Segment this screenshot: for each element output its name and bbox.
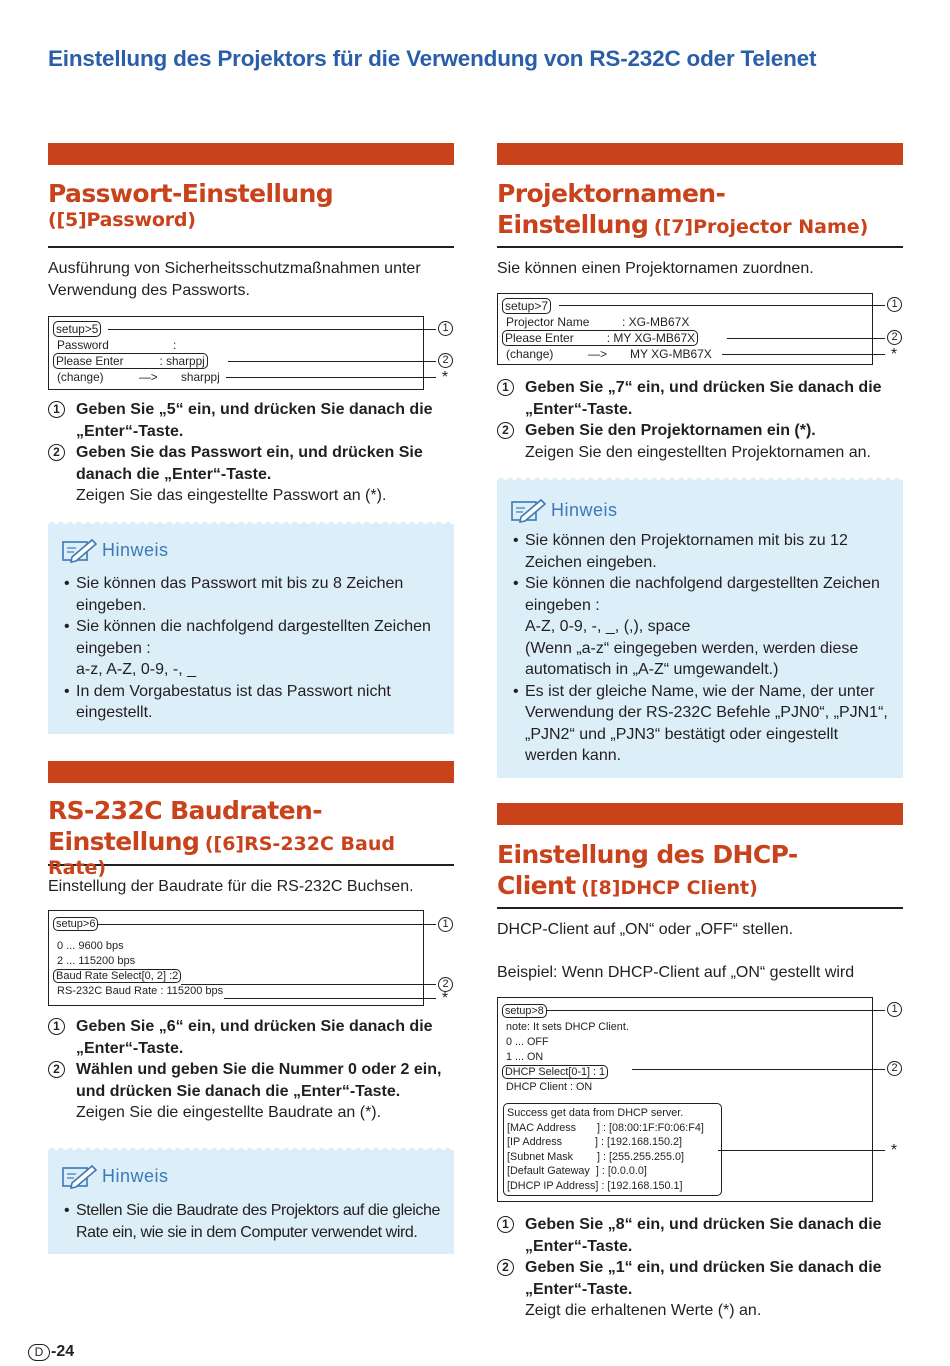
- pencil-note-icon: [62, 537, 98, 563]
- step-note: Zeigt die erhaltenen Werte (*) an.: [525, 1302, 762, 1319]
- hint-title: [511, 500, 618, 521]
- console-label: Please Enter: [505, 331, 574, 345]
- hint-title: [62, 540, 169, 561]
- leader-line: [228, 361, 436, 362]
- page-title: Einstellung des Projektors für die Verwendung von RS-232C oder Telenet: [48, 46, 817, 71]
- console-line: Success get data from DHCP server.: [507, 1107, 684, 1119]
- step-note: Zeigen Sie die eingestellte Baudrate an (*).: [76, 1104, 382, 1121]
- console-value: : XG-MB67X: [622, 315, 690, 329]
- console-line: DHCP Client : ON: [506, 1081, 593, 1093]
- baud-steps: [48, 1016, 454, 1124]
- step-number: 1: [48, 1018, 65, 1035]
- step-number: 1: [497, 379, 514, 396]
- hint-text: (Wenn „a-z“ eingegeben werden, werden diese automatisch in „A-Z“ umgewandelt.): [525, 639, 859, 678]
- leader-line: [226, 377, 436, 378]
- leader-line: [718, 1150, 885, 1151]
- callout-1: 1: [438, 321, 453, 336]
- callout-star: *: [441, 990, 449, 1007]
- leader-line: [722, 354, 885, 355]
- dhcp-console: [497, 997, 873, 1202]
- console-command: setup>7: [502, 298, 551, 314]
- hint-text: Sie können die nachfolgend dargestellten Zeichen eingeben :: [76, 618, 431, 657]
- step-item: [48, 399, 454, 442]
- console-line: [MAC Address ] : [08:00:1F:F0:06:F4]: [507, 1121, 704, 1134]
- console-value: :: [173, 338, 177, 352]
- hint-text: A-Z, 0-9, -, _, (,), space: [525, 618, 691, 635]
- console-label: (change): [506, 347, 554, 361]
- pencil-note-icon: [511, 497, 547, 523]
- baud-title: RS-232C Baudraten-: [48, 796, 322, 825]
- step-item: [497, 377, 903, 420]
- hint-item: [513, 573, 893, 681]
- step-text: Geben Sie „1“ ein, und drücken Sie danach die „Enter“-Taste.: [525, 1259, 882, 1298]
- hint-title: [62, 1166, 169, 1187]
- console-value: : sharppj: [159, 354, 205, 368]
- hint-item: • In dem Vorgabestatus ist das Passwort nicht eingestellt.: [64, 681, 444, 724]
- callout-1: 1: [887, 1002, 902, 1017]
- page-num: -24: [51, 1343, 75, 1360]
- leader-line: [96, 924, 436, 925]
- section-heading-projname: [497, 178, 903, 248]
- callout-star: *: [441, 369, 449, 386]
- section-bar-baud: [48, 761, 454, 783]
- step-text: Geben Sie „6“ ein, und drücken Sie danach die „Enter“-Taste.: [76, 1018, 433, 1057]
- password-steps: [48, 399, 454, 507]
- step-text: Geben Sie „7“ ein, und drücken Sie danach die „Enter“-Taste.: [525, 379, 882, 418]
- callout-1: 1: [887, 297, 902, 312]
- projname-intro: Sie können einen Projektornamen zuordnen.: [497, 260, 814, 277]
- console-value: MY XG-MB67X: [630, 347, 712, 361]
- console-highlight: [502, 330, 698, 346]
- step-text: Geben Sie den Projektornamen ein (*).: [525, 422, 816, 439]
- step-number: 2: [497, 1259, 514, 1276]
- console-highlight: [53, 353, 208, 369]
- step-number: 1: [48, 401, 65, 418]
- hint-label: Hinweis: [551, 500, 618, 520]
- console-label: (change): [57, 370, 104, 384]
- step-number: 2: [48, 1061, 65, 1078]
- dhcp-title: Client: [497, 871, 576, 900]
- console-line: [IP Address ] : [192.168.150.2]: [507, 1136, 683, 1148]
- console-line: 1 ... ON: [506, 1051, 544, 1063]
- callout-2: 2: [438, 977, 453, 992]
- console-command: setup>5: [53, 321, 101, 337]
- hint-item: • Sie können das Passwort mit bis zu 8 Zeichen eingeben.: [64, 573, 444, 616]
- console-line: [DHCP IP Address] : [192.168.150.1]: [507, 1179, 683, 1192]
- password-title: Passwort-Einstellung: [48, 179, 334, 208]
- callout-1: 1: [438, 917, 453, 932]
- console-line: 0 ... 9600 bps: [57, 940, 124, 952]
- projname-steps: [497, 377, 903, 463]
- password-intro: Ausführung von Sicherheitsschutzmaßnahmen unter Verwendung des Passworts.: [48, 260, 421, 299]
- hint-item: • Stellen Sie die Baudrate des Projektors auf die gleiche Rate ein, wie sie in dem Computer verwendet wird.: [64, 1200, 444, 1243]
- projname-title: Projektornamen-: [497, 179, 726, 208]
- dhcp-title: Einstellung des DHCP-: [497, 840, 798, 869]
- step-item: [48, 1016, 454, 1059]
- console-line: [Default Gateway ] : [0.0.0.0]: [507, 1165, 647, 1177]
- step-note: Zeigen Sie den eingestellten Projektornamen an.: [525, 443, 871, 461]
- dhcp-steps: [497, 1214, 903, 1322]
- step-number: 2: [497, 422, 514, 439]
- step-item: [497, 1257, 903, 1322]
- step-note: Zeigen Sie das eingestellte Passwort an (*).: [76, 487, 387, 504]
- console-highlight: Baud Rate Select[0, 2] :2: [53, 969, 181, 983]
- console-line: RS-232C Baud Rate : 115200 bps: [57, 985, 224, 997]
- pencil-note-icon: [62, 1163, 98, 1189]
- console-line: 0 ... OFF: [506, 1036, 549, 1048]
- dhcp-subtitle: ([8]DHCP Client): [581, 877, 758, 899]
- section-heading-password: [48, 178, 454, 248]
- step-item: [497, 420, 903, 463]
- console-value: : MY XG-MB67X: [606, 331, 696, 345]
- console-command: setup>6: [53, 917, 98, 931]
- callout-2: 2: [887, 330, 902, 345]
- console-line: note: It sets DHCP Client.: [506, 1021, 629, 1033]
- section-bar-password: [48, 143, 454, 165]
- page-letter: D: [28, 1344, 50, 1361]
- hint-item: [64, 616, 444, 681]
- console-value: sharppj: [181, 370, 220, 384]
- hint-text: Sie können die nachfolgend dargestellten Zeichen eingeben :: [525, 575, 880, 614]
- leader-line: [181, 984, 436, 985]
- console-command: setup>8: [502, 1004, 547, 1018]
- leader-line: [559, 305, 885, 306]
- section-bar-projname: [497, 143, 903, 165]
- console-highlight: DHCP Select[0-1] : 1: [502, 1065, 608, 1079]
- dhcp-example: Beispiel: Wenn DHCP-Client auf „ON“ gestellt wird: [497, 964, 855, 981]
- password-console: [48, 316, 424, 390]
- step-item: [48, 1059, 454, 1124]
- section-bar-dhcp: [497, 803, 903, 825]
- step-number: 2: [48, 444, 65, 461]
- callout-star: *: [890, 1142, 898, 1159]
- step-text: Wählen und geben Sie die Nummer 0 oder 2 ein, und drücken Sie danach die „Enter“-Taste.: [76, 1061, 442, 1100]
- hint-box-password: [48, 524, 454, 734]
- projname-subtitle: ([7]Projector Name): [653, 216, 869, 238]
- section-heading-dhcp: [497, 839, 903, 909]
- baud-subtitle: ([6]RS-232C Baud Rate): [48, 833, 395, 879]
- dhcp-result-box: [503, 1103, 722, 1196]
- console-line: 2 ... 115200 bps: [57, 955, 136, 967]
- page-number: [28, 1343, 74, 1361]
- callout-2: 2: [438, 353, 453, 368]
- hint-box-projname: [497, 480, 903, 778]
- step-text: Geben Sie das Passwort ein, und drücken Sie danach die „Enter“-Taste.: [76, 444, 423, 483]
- hint-label: Hinweis: [102, 1166, 169, 1186]
- callout-star: *: [890, 346, 898, 363]
- step-text: Geben Sie „8“ ein, und drücken Sie danach die „Enter“-Taste.: [525, 1216, 882, 1255]
- hint-box-baud: [48, 1150, 454, 1254]
- hint-text: a-z, A-Z, 0-9, -, _: [76, 661, 197, 678]
- console-line: [Subnet Mask ] : [255.255.255.0]: [507, 1150, 685, 1163]
- console-label: Projector Name: [506, 315, 590, 329]
- dhcp-intro: DHCP-Client auf „ON“ oder „OFF“ stellen.: [497, 921, 794, 938]
- step-number: 1: [497, 1216, 514, 1233]
- step-item: [497, 1214, 903, 1257]
- hint-item: • Es ist der gleiche Name, wie der Name, der unter Verwendung der RS-232C Befehle „PJN0“, „PJN1“, „PJN2“ und „PJN3“ bestätigt oder eingestellt werden kann.: [513, 681, 893, 767]
- leader-line: [224, 998, 436, 999]
- section-heading-baud: [48, 795, 454, 879]
- step-item: [48, 442, 454, 507]
- callout-2: 2: [887, 1061, 902, 1076]
- step-text: Geben Sie „5“ ein, und drücken Sie danach die „Enter“-Taste.: [76, 401, 433, 440]
- baud-title: Einstellung: [48, 827, 200, 856]
- console-arrow: —>: [139, 370, 158, 384]
- leader-line: [727, 338, 885, 339]
- console-label: Password: [57, 338, 109, 352]
- console-label: Please Enter: [56, 354, 124, 368]
- leader-line: [547, 1010, 885, 1011]
- projname-title: Einstellung: [497, 210, 649, 239]
- console-arrow: —>: [588, 347, 608, 361]
- leader-line: [108, 329, 436, 330]
- hint-item: • Sie können den Projektornamen mit bis zu 12 Zeichen eingeben.: [513, 530, 893, 573]
- leader-line: [632, 1069, 885, 1070]
- password-subtitle: ([5]Password): [48, 209, 196, 231]
- hint-label: Hinweis: [102, 540, 169, 560]
- baud-intro: Einstellung der Baudrate für die RS-232C Buchsen.: [48, 878, 414, 895]
